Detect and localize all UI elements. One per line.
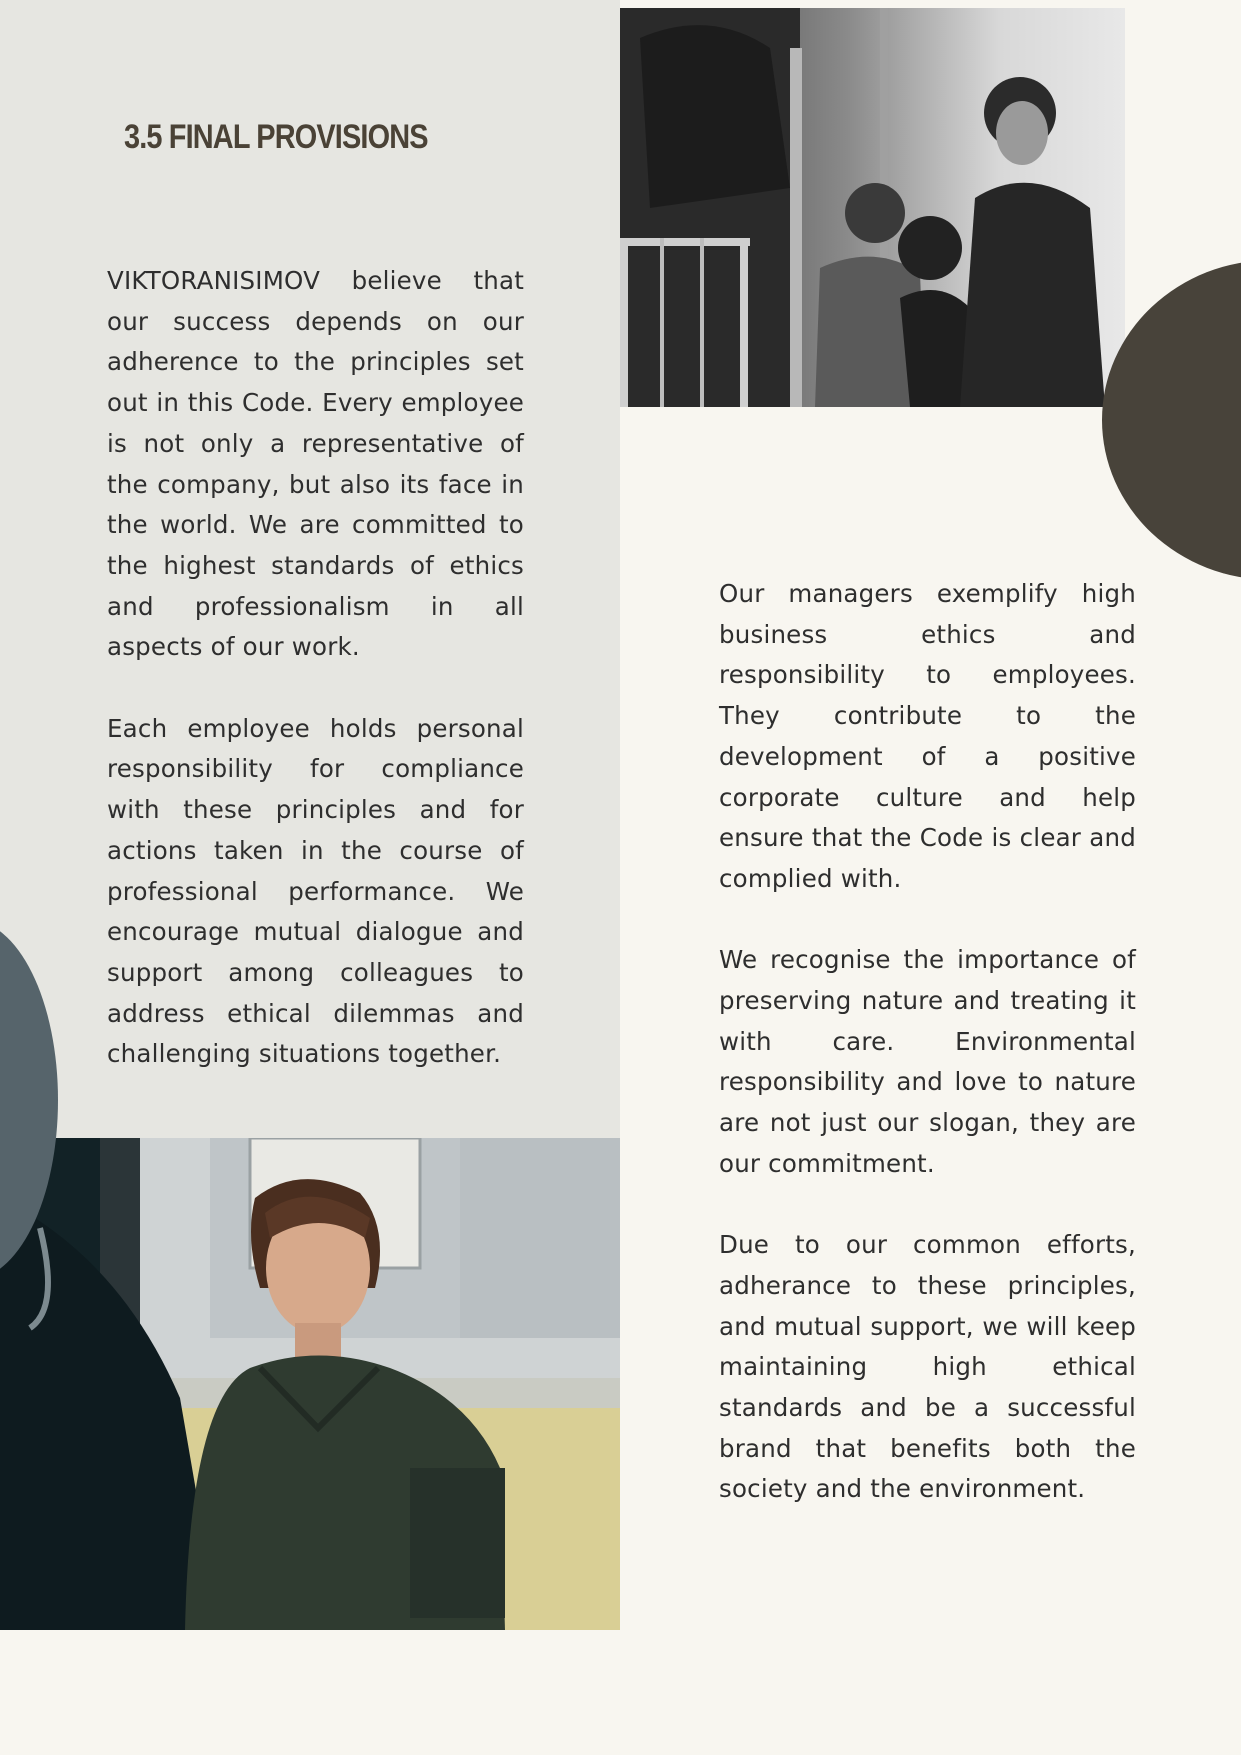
right-text-column	[719, 574, 1136, 1510]
paragraph: Due to our common efforts, adherance to these principles, and mutual support, we will keep maintaining high ethical standards and be a successful brand that benefits both the society and the environment.	[719, 1230, 1136, 1504]
paragraph: Our managers exemplify high business ethics and responsibility to employees. They contribute to the development of a positive corporate culture and help ensure that the Code is clear and complied with.	[719, 579, 1136, 893]
photo-group-models	[620, 8, 1125, 407]
paragraph: VIKTORANISIMOV believe that our success depends on our adherence to the principles set out in this Code. Every employee is not only a representative of the company, but also its face in the world. We are committed to the highest standards of ethics and professionalism in all aspects of our work.	[107, 266, 524, 662]
paragraph: We recognise the importance of preserving nature and treating it with care. Environmental responsibility and love to nature are not just our slogan, they are our commitment.	[719, 945, 1136, 1178]
left-text-column	[107, 261, 524, 1075]
paragraph: Each employee holds personal responsibility for compliance with these principles and for actions taken in the course of professional performance. We encourage mutual dialogue and support among colleagues to address ethical dilemmas and challenging situations together.	[107, 713, 524, 1069]
page-title: 3.5 FINAL PROVISIONS	[124, 118, 428, 156]
photo-model-portrait	[0, 1138, 620, 1630]
